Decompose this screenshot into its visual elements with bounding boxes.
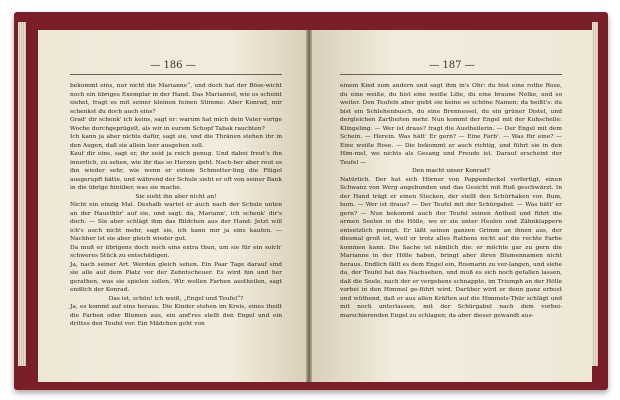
paragraph: Da muß er übrigens doch noch eins extra thun, um sie für ein solch' schweres Stück zu entschädigen. — [70, 244, 282, 259]
right-page-text — [340, 82, 562, 320]
paragraph: Ja, nach seiner Art. Werden gleich sehen. Ein Paar Tage darauf sind sie alle auf dem Platz vor der Zehntscheuer. Es wird hin und her gerathen, was sie spielen sollen. Wir wollen Farben austheilen, sagt endlich der Konrad. — [70, 261, 282, 293]
paragraph: Das ist, schön! ich weiß, „Engel und Teufel“? — [108, 295, 244, 302]
paragraph: Nicht ein einzig Mal. Deshalb wartet er auch nach der Schule unten an der Hausthür' auf sie, und sagt: da, Mariann', ich schenk' dir's doch. — Sie aber schlägt ihm das Bildchen aus der Hand: Jetzt will ich's auch nicht mehr, sagt sie, ich kann mir ja eins kaufen. — Nachher ist sie aber gleich wieder gut. — [70, 202, 282, 242]
paragraph: Den macht unser Konrad? — [412, 168, 490, 174]
left-page — [38, 30, 308, 382]
paragraph: Kauf dir eins, sagt er, ihr seid ja reich genug. Und dabei freut's ihn innerlich, zu sehen, wie ihr das so Herzen geht. Nach-her aber reut es ihn wieder sehr, wie wenn er einem Schmetter-ling die Flügel ausgerupft hätte, und während der Schule sieht er oft von seiner Bank in die übrige hinüber, was sie mache. — [70, 151, 282, 191]
paragraph: einem Kind zum andern und sagt ihm in's Ohr: du bist eine rothe Rose, du eine weiße, du bist eine weiße Lilie, du eine braune Nelke, und so weiter. Den Teufeln aber giebt sie keine so schöne Namen; da heißt's: du bist ein Schlehenbusch, du eine Brennessel, du ein grüner Distel, und dergleichen Zartheiten mehr. Nun kommt der Engel mit der Kuhschelle: Klingeling. — Wer ist draus? fragt die Austheilerin. — Der Engel mit dem Schein. — Herein. Was hätt' Er gern? — Eine Farb'. — Was für eine? — Eine weiße Rose. — Die bekommt er auch richtig, und führt sie in den Him-mel, wo nichts als Gesang und Freude ist. Darauf erscheint der Teufel — — [340, 83, 562, 166]
page-edges-right — [592, 22, 598, 366]
page-edges-left — [18, 22, 26, 366]
paragraph: bekommt eins, nur nicht die Marianne“, und doch hat der Böse-wicht noch ein übriges Exemplar in der Hand. Das Mariannel, wie es scheint siehet, fragt es mit seiner kleinen feinen Stimme: Aber Konrad, mir schenkst du doch auch eins? — [70, 83, 282, 115]
left-page-text — [70, 82, 282, 329]
right-page — [312, 30, 592, 382]
page-number-right: — 187 — — [429, 60, 475, 71]
paragraph: Natürlich. Der hat sich Hörner von Pappendeckel verfertigt, einen Schwanz von Werg angebunden und das Gesicht mit Ruß geschwärzt. In der Hand trägt er einen Stecken, der stellt den Schürhaken vor. Bum, bum. — Wer ist draus? — Der Teufel mit der Schürgabel. — Was hätt' er gern? — Nun bekommt auch der Teufel seinen Antheil und führt die armen Seelen in die Hölle, wo er sie unter Heulen und Zähnklappern entsetzlich peinigt. Er läßt seinen ganzen Grimm an ihnen aus, der diesmal groß ist, weil er trotz alles Rathens nicht auf die rechte Farbe kommen kann. Die Sache ist nämlich die: er möchte gar zu gern die Marianne in der Hölle haben, bringt aber ihren Blumennamen nicht heraus. Endlich fällt es dem Engel ein, Rosmarin zu ver-langen, und siehe da, der Teufel hat das Nachsehen, und muß es sich noch gefallen lassen, daß die Seele, nach der er vergebens schnappte, im Triumph an der Hölle vorbei in den Himmel ge-führt wird. Darüber wird er denn ganz erbost und wüthend, daß er aus allen Kräften auf die Himmels-Thür schlägt und mit noch unterlassen, mit der Schürgabel nach dem vorbei-marschierenden Engel zu schlagen; da aber dieser gewandt aus- — [340, 176, 562, 319]
header-rule-left — [70, 74, 282, 75]
paragraph: Sie sieht ihn aber nicht an! — [135, 193, 217, 200]
header-rule-right — [340, 74, 562, 75]
paragraph: Ja, es kommt auf eins heraus. Die Kinder stehen im Kreis, eines theilt die Farben oder Blumen aus, ein and'res stellt den Engel und ein drittes den Teufel vor. Ein Mädchen geht von — [70, 304, 282, 327]
paragraph: Grad' dir schenk' ich keins, sagt er: warum hat mich dein Vater vorige Woche durchgeprügelt, als wir in eurem Schopf Tabak rauchten? — [70, 117, 282, 132]
paragraph: Ich kann ja aber nichts dafür, sagt sie, und die Thränen stehen ihr in den Augen, daß sie allein leer ausgehen soll. — [70, 134, 282, 149]
page-number-left: — 186 — — [150, 60, 196, 71]
